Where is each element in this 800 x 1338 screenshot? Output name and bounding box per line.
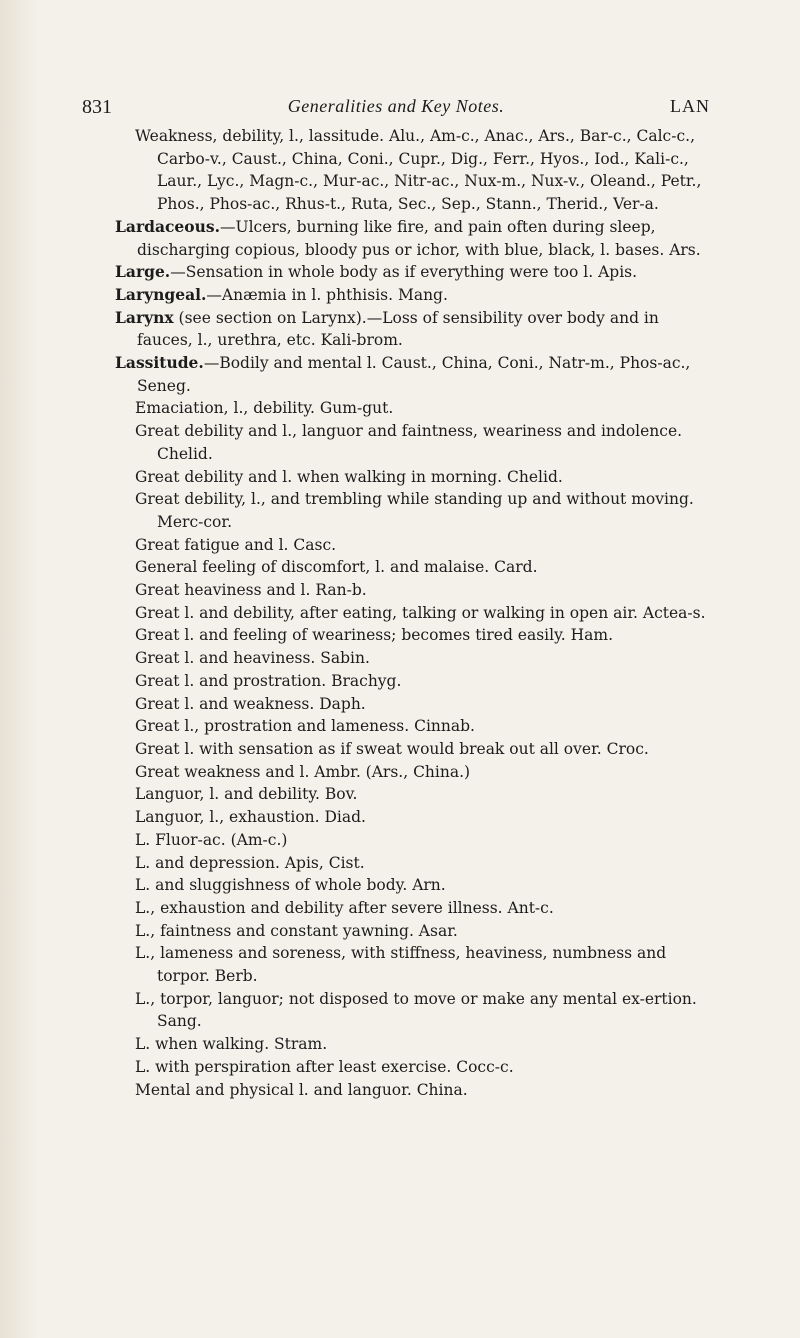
- entry-text: L. and sluggishness of whole body. Arn.: [135, 876, 446, 895]
- rubric-entry: [0, 307, 800, 352]
- repertory-entries: [0, 125, 800, 1101]
- subrubric-entry: [0, 738, 800, 761]
- entry-text: L. with perspiration after least exercise. Cocc-c.: [135, 1057, 514, 1076]
- rubric-term: Laryngeal.: [115, 284, 207, 304]
- page-number: 831: [82, 96, 112, 118]
- subrubric-entry: [0, 488, 800, 533]
- subrubric-entry: [0, 579, 800, 602]
- entry-text: L. and depression. Apis, Cist.: [135, 853, 365, 872]
- subrubric-entry: [0, 761, 800, 784]
- rubric-entry: [0, 284, 800, 307]
- subrubric-entry: [0, 874, 800, 897]
- entry-text: Great l. and weakness. Daph.: [135, 694, 366, 713]
- entry-text: L., exhaustion and debility after severe illness. Ant-c.: [135, 898, 554, 917]
- entry-text: —Ulcers, burning like fire, and pain often during sleep, discharging copious, bloody pus or ichor, with blue, black, l. bases. Ars.: [137, 217, 701, 259]
- rubric-term: Lardaceous.: [115, 216, 221, 236]
- subrubric-entry: [0, 942, 800, 987]
- subrubric-entry: [0, 1056, 800, 1079]
- entry-text: General feeling of discomfort, l. and malaise. Card.: [135, 558, 538, 577]
- section-tag: LAN: [670, 96, 710, 116]
- rubric-entry: [0, 352, 800, 397]
- entry-text: Great l. and feeling of weariness; becomes tired easily. Ham.: [135, 626, 614, 645]
- entry-text: Mental and physical l. and languor. China.: [135, 1080, 468, 1099]
- entry-text: L. Fluor-ac. (Am-c.): [135, 830, 288, 849]
- subrubric-entry: [0, 829, 800, 852]
- entry-text: Great debility and l., languor and faintness, weariness and indolence. Chelid.: [135, 422, 683, 463]
- entry-text: —Sensation in whole body as if everything were too l. Apis.: [170, 263, 638, 282]
- entry-text: Great fatigue and l. Casc.: [135, 535, 337, 554]
- entry-text: L., faintness and constant yawning. Asar.: [135, 921, 458, 940]
- entry-text: Emaciation, l., debility. Gum-gut.: [135, 399, 394, 418]
- entry-text: Languor, l., exhaustion. Diad.: [135, 808, 366, 827]
- rubric-term: Large.: [115, 262, 171, 282]
- entry-text: L. when walking. Stram.: [135, 1035, 328, 1054]
- subrubric-entry: [0, 534, 800, 557]
- entry-text: Great l. and heaviness. Sabin.: [135, 649, 370, 668]
- subrubric-entry: [0, 420, 800, 465]
- rubric-term: Larynx: [115, 307, 174, 327]
- subrubric-entry: [0, 466, 800, 489]
- subrubric-entry: [0, 897, 800, 920]
- subrubric-entry: [0, 602, 800, 625]
- entry-text: Great l. and prostration. Brachyg.: [135, 671, 402, 690]
- running-header: [82, 96, 710, 120]
- entry-text: Great debility and l. when walking in morning. Chelid.: [135, 467, 563, 486]
- subrubric-entry: [0, 715, 800, 738]
- subrubric-entry: [0, 1079, 800, 1102]
- subrubric-entry: [0, 783, 800, 806]
- subrubric-entry: [0, 624, 800, 647]
- entry-text: (see section on Larynx).—Loss of sensibility over body and in fauces, l., urethra, etc. Kali-brom.: [137, 308, 659, 350]
- subrubric-entry: [0, 852, 800, 875]
- entry-text: L., lameness and soreness, with stiffness, heaviness, numbness and torpor. Berb.: [135, 944, 667, 986]
- subrubric-entry: [0, 1033, 800, 1056]
- rubric-term: Lassitude.: [115, 353, 204, 373]
- entry-text: Great l. with sensation as if sweat would break out all over. Croc.: [135, 739, 649, 758]
- entry-text: L., torpor, languor; not disposed to move or make any mental ex-ertion. Sang.: [135, 989, 697, 1031]
- rubric-entry: [0, 216, 800, 261]
- entry-text: Languor, l. and debility. Bov.: [135, 785, 358, 804]
- subrubric-entry: [0, 806, 800, 829]
- entry-text: —Bodily and mental l. Caust., China, Coni., Natr-m., Phos-ac., Seneg.: [137, 354, 691, 395]
- running-title: Generalities and Key Notes.: [287, 96, 505, 116]
- entry-text: Great weakness and l. Ambr. (Ars., China.): [135, 762, 471, 781]
- entry-text: Great l., prostration and lameness. Cinnab.: [135, 717, 475, 736]
- entry-text: Great heaviness and l. Ran-b.: [135, 581, 367, 600]
- subrubric-entry: [0, 920, 800, 943]
- entry-text: —Anæmia in l. phthisis. Mang.: [206, 285, 448, 304]
- subrubric-entry: [0, 693, 800, 716]
- subrubric-entry: [0, 397, 800, 420]
- rubric-entry: [0, 261, 800, 284]
- entry-text: Weakness, debility, l., lassitude. Alu., Am-c., Anac., Ars., Bar-c., Calc-c., Carbo-v., Caust., China, Coni., Cupr., Dig., Ferr., Hyos., Iod., Kali-c., Laur., Lyc., Magn-c., Mur-ac., Nitr-ac., Nux-m., Nux-v., Oleand., Petr., Phos., Phos-ac., Rhus-t., Ruta, Sec., Sep., Stann., Therid., Ver-a.: [135, 127, 702, 214]
- subrubric-entry: [0, 125, 800, 216]
- subrubric-entry: [0, 556, 800, 579]
- entry-text: Great debility, l., and trembling while standing up and without moving. Merc-cor.: [135, 490, 694, 531]
- entry-text: Great l. and debility, after eating, talking or walking in open air. Actea-s.: [135, 603, 706, 622]
- subrubric-entry: [0, 647, 800, 670]
- subrubric-entry: [0, 670, 800, 693]
- subrubric-entry: [0, 988, 800, 1033]
